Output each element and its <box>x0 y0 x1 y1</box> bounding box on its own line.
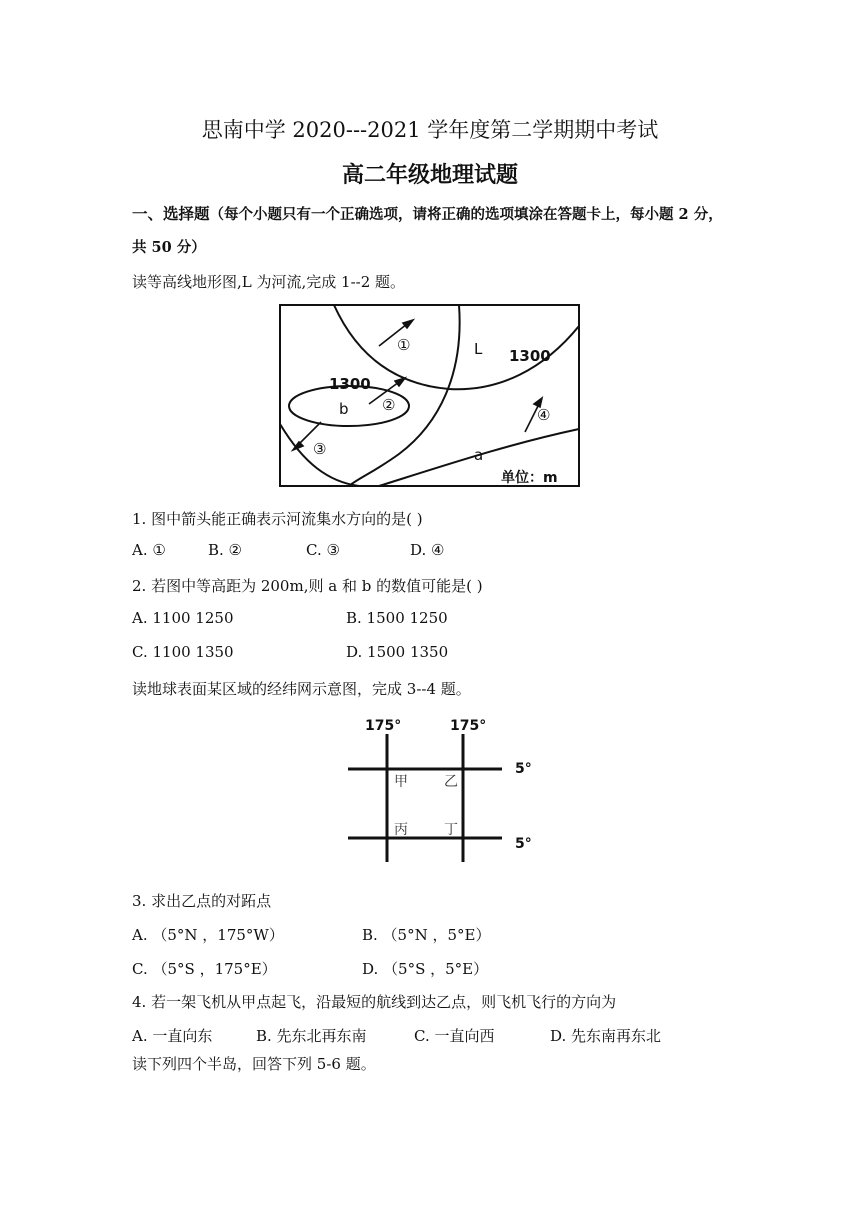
lon-label-right: 175° <box>450 718 487 734</box>
q1-option-a: A. ① <box>132 541 166 559</box>
section-heading: 一、选择题 <box>132 204 210 223</box>
contour-map <box>279 304 581 488</box>
lat-label-bottom: 5° <box>515 836 532 852</box>
contour-label-1300-left: 1300 <box>329 375 371 393</box>
q1-option-c: C. ③ <box>306 541 340 559</box>
intro-q3-4: 读地球表面某区域的经纬网示意图，完成 3--4 题。 <box>132 680 471 698</box>
point-bing: 丙 <box>394 822 408 838</box>
lon-label-left: 175° <box>365 718 402 734</box>
q2-option-d: D. 1500 1350 <box>346 643 449 661</box>
contour-label-1300-right: 1300 <box>509 347 551 365</box>
q3-stem: 3. 求出乙点的对跖点 <box>132 892 272 910</box>
exam-title: 思南中学 2020---2021 学年度第二学期期中考试 <box>201 118 659 142</box>
intro-q1-2: 读等高线地形图,L 为河流,完成 1--2 题。 <box>132 273 406 291</box>
q1-option-b: B. ② <box>208 541 243 559</box>
arrow-label-4: ④ <box>537 406 551 424</box>
arrow-label-1: ① <box>397 336 411 354</box>
intro-q5-6: 读下列四个半岛，回答下列 5-6 题。 <box>132 1055 376 1073</box>
exam-subtitle: 高二年级地理试题 <box>341 162 518 188</box>
q1-option-d: D. ④ <box>410 541 445 559</box>
arrow-label-3: ③ <box>313 440 327 458</box>
q4-option-a: A. 一直向东 <box>132 1027 213 1045</box>
q4-stem: 4. 若一架飞机从甲点起飞，沿最短的航线到达乙点，则飞机飞行的方向为 <box>132 993 617 1011</box>
q3-option-a: A. （5°N ，175°W） <box>132 926 284 944</box>
map-unit: 单位：m <box>501 470 558 486</box>
q3-option-d: D. （5°S ，5°E） <box>362 960 489 978</box>
graticule-map <box>340 708 550 870</box>
lat-label-top: 5° <box>515 761 532 777</box>
q2-option-a: A. 1100 1250 <box>132 609 234 627</box>
ellipse-label-b: b <box>339 400 349 418</box>
point-yi: 乙 <box>444 774 458 790</box>
q2-stem: 2. 若图中等高距为 200m,则 a 和 b 的数值可能是( ) <box>132 577 483 595</box>
q3-option-c: C. （5°S ，175°E） <box>132 960 277 978</box>
q4-option-b: B. 先东北再东南 <box>256 1027 367 1045</box>
river-label-L: L <box>474 340 483 358</box>
q2-option-b: B. 1500 1250 <box>346 609 448 627</box>
q4-option-d: D. 先东南再东北 <box>550 1027 662 1045</box>
q1-stem: 1. 图中箭头能正确表示河流集水方向的是( ) <box>132 510 423 528</box>
point-jia: 甲 <box>394 774 408 790</box>
q3-option-b: B. （5°N ，5°E） <box>362 926 491 944</box>
section-instruction-a: （每个小题只有一个正确选项，请将正确的选项填涂在答题卡上，每小题 2 分， <box>209 206 723 223</box>
contour-label-a: a <box>474 446 484 464</box>
q4-option-c: C. 一直向西 <box>414 1027 495 1045</box>
section-instruction-b: 共 50 分） <box>132 239 206 256</box>
point-ding: 丁 <box>444 822 458 838</box>
section-heading-row <box>132 202 723 224</box>
q2-option-c: C. 1100 1350 <box>132 643 234 661</box>
arrow-label-2: ② <box>382 396 396 414</box>
